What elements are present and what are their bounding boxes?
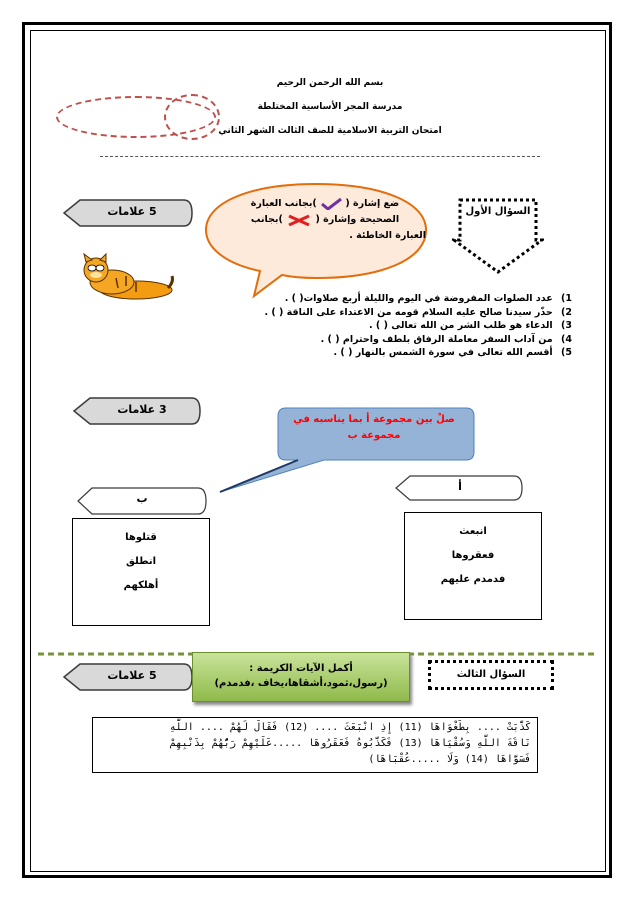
group-a-box	[404, 512, 542, 620]
instruction-part-4: )بجانب	[250, 214, 283, 225]
q1-item: 4) من آداب السفر معاملة الرفاق بلطف واحترام ( ) .	[320, 333, 572, 345]
verse-line: نَاقَةَ اللَّهِ وَسُقْيَاهَا (13) فَكَذَّبُوهُ فَعَقَرُوهَا .....عَلَيْهِمْ رَبُّهُمْ بِذَنْبِهِمْ	[169, 738, 531, 749]
q3-title: السؤال الثالث	[456, 669, 526, 680]
verse-line: فَسَوَّاهَا (14) وَلَا .....عُقْبَاهَا)	[368, 754, 531, 765]
school-name: مدرسة المجر الأساسية المختلطة	[257, 102, 403, 112]
q1-item: 2) حذّر سيدنا صالح عليه السلام قومه من الاعتداء على الناقة ( ) .	[264, 306, 572, 318]
group-a-item: فدمدم عليهم	[440, 574, 506, 585]
q1-item: 5) أقسم الله تعالى في سورة الشمس بالنهار ( ) .	[333, 347, 572, 358]
instruction-part-2: )بجانب العبارة	[250, 198, 317, 209]
group-b-item: انطلق	[125, 556, 157, 567]
group-a-label: أ	[458, 480, 462, 493]
group-a-item: فعقروها	[451, 550, 495, 561]
q3-marks: 5 علامات	[107, 669, 157, 682]
cross-mark-icon	[286, 214, 312, 226]
group-b-label: ب	[136, 492, 148, 505]
basmala: بسم الله الرحمن الرحيم	[276, 78, 384, 88]
group-b-box	[72, 518, 210, 626]
instruction-part-5: العبارة الخاطئة .	[349, 230, 426, 241]
instruction-part-1: ضع إشارة (	[345, 198, 400, 209]
q3-word-bank: (رسول،ثمود،أشقاها،يخاف ،فدمدم)	[214, 678, 388, 689]
q1-instruction	[210, 196, 440, 244]
header-divider	[100, 156, 540, 157]
q2-marks: 3 علامات	[117, 403, 167, 416]
q3-instruction-title: أكمل الآيات الكريمة :	[249, 663, 353, 674]
q3-instruction-box	[192, 652, 410, 702]
group-b-item: قتلوها	[125, 532, 157, 543]
check-mark-icon	[320, 198, 342, 210]
verse-line: كَذَّبَتْ .... بِطَغْوَاهَا (11) إِذِ انْبَعَثَ .... (12) فَقَالَ لَهُمْ .... اللَّهِ	[169, 722, 531, 733]
group-b-item: أهلكهم	[123, 580, 159, 591]
q1-item: 1) عدد الصلوات المفروضة في اليوم والليلة أربع صلاوات( ) .	[284, 293, 572, 304]
exam-title: امتحان التربية الاسلامية للصف الثالث الشهر الثاني	[218, 126, 442, 136]
q3-title-box	[428, 660, 554, 690]
q3-verses-box	[92, 717, 538, 773]
name-oval-small	[164, 94, 220, 140]
group-a-item: انبعث	[459, 526, 487, 537]
q1-item: 3) الدعاء هو طلب الشر من الله تعالى ( ) .	[369, 320, 572, 331]
garfield-cat-icon	[76, 252, 176, 302]
q1-items-list	[180, 292, 572, 360]
q2-instruction: صلْ بين مجموعة أ بما يناسبه في مجموعة ب	[293, 414, 455, 441]
q1-marks: 5 علامات	[107, 205, 157, 218]
q1-title: السؤال الأول	[465, 206, 531, 217]
instruction-part-3: الصحيحة وإشارة (	[315, 214, 400, 225]
